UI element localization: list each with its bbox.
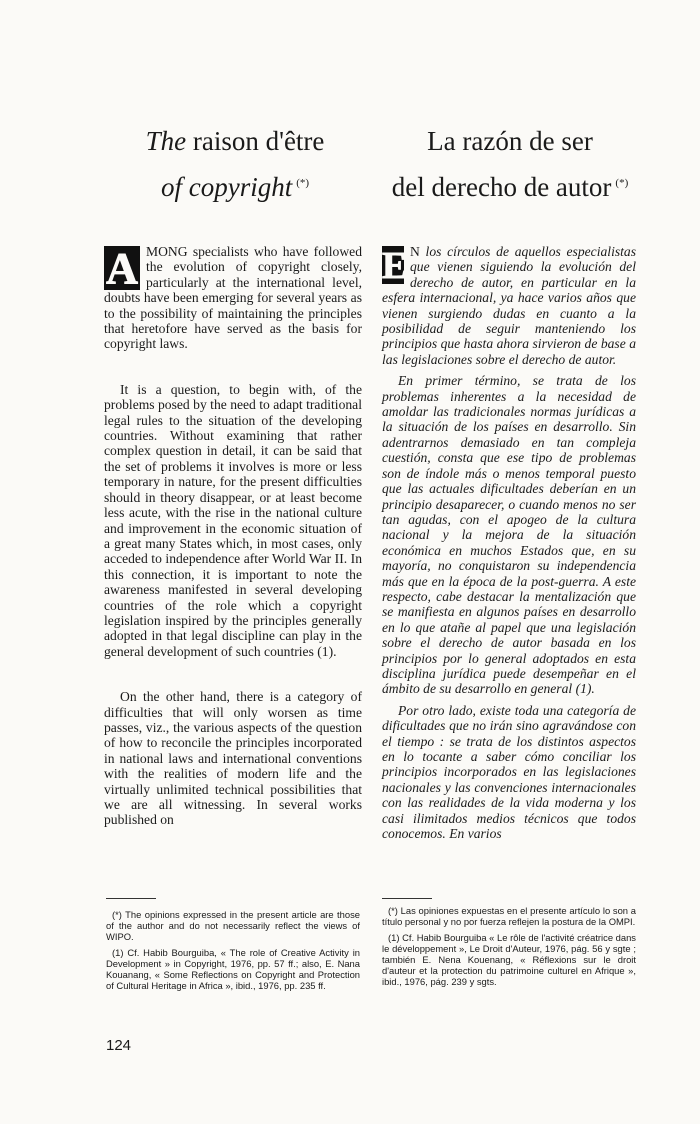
title-raison: raison d'être [192, 126, 325, 156]
parrafo-1: los círculos de aquellos especialistas que vienen siguiendo la evolución del derecho de autor, en particular en la esfera internacional, ya hace varios años que vienen surgiendo dudas en cuanto a la posibilidad de seguir manteniendo los principios que hasta ahora sirvieron de base a las legislaciones sobre el derecho de autor. [382, 244, 636, 367]
footnotes-english [106, 909, 360, 996]
titulo-linea-1: La razón de ser [427, 126, 593, 156]
spanish-title [370, 124, 650, 205]
page-number: 124 [106, 1037, 132, 1054]
dropcap-e: E [382, 245, 408, 287]
title-the: The [145, 126, 187, 156]
spanish-column [382, 244, 636, 841]
titulo-linea-2: del derecho de autor [391, 172, 612, 203]
lead-word-es: N [410, 244, 420, 259]
parrafo-3: Por otro lado, existe toda una categoría de dificultades que no irán sino agravándose con el tiempo : se trata de los distintos aspectos en lo tocante a saber cómo conciliar los principios incorporados en las legislaciones nacionales y las convenciones internacionales con las realidades de la vida moderna y los casi ilimitados medios técnicos que todos conocemos. En varios [382, 702, 636, 842]
footnote-star-en: (*) The opinions expressed in the present article are those of the author and do not necessarily reflect the views of WIPO. [106, 909, 360, 942]
footnote-1-es: (1) Cf. Habib Bourguiba « Le rôle de l'activité créatrice dans le développement », Le Droit d'Auteur, 1976, pág. 56 y sgte ; también E. Nena Kouenang, « Réflexions sur le droit d'auteur et la protection du patrimoine culturel en Afrique », ibid., 1976, pág. 239 y sgts. [382, 932, 636, 987]
title-of-copyright: of copyright [160, 172, 293, 203]
footnote-divider-es [382, 898, 432, 899]
paragraph-3: On the other hand, there is a category of difficulties that will only worsen as time passes, viz., the various aspects of the question of how to reconcile the principles incorporated in national laws and international conventions with the realities of modern life and the virtually unlimited technical possibilities that we are all witnessing. In several works published on [104, 689, 362, 828]
titulo-footnote-mark: (*) [615, 177, 629, 190]
footnote-star-es: (*) Las opiniones expuestas en el presente artículo lo son a título personal y no por fuerza reflejen la postura de la OMPI. [382, 905, 636, 927]
title-footnote-mark: (*) [296, 177, 310, 190]
lead-word: MONG [146, 244, 188, 259]
paragraph-1: specialists who have followed the evolution of copyright closely, particularly at the international level, doubts have been emerging for several years as to the possibility of maintaining the principles that heretofore have served as the basis for copyright laws. [104, 244, 362, 352]
footnotes-spanish [382, 905, 636, 992]
english-column [104, 244, 362, 828]
paragraph-2: It is a question, to begin with, of the problems posed by the need to adapt traditional legal rules to the situation of the developing countries. Without examining that rather complex question in detail, it can be said that the set of problems it involves is more or less temporary in nature, for the present difficulties should in theory disappear, or at least become less acute, with the rise in the national culture and improvement in the economic situation of a great many States which, in most cases, only acceded to independence after World War II. In this connection, it is important to note the awareness manifested in several developing countries of the role which a copyright legislation inspired by the principles generally adopted in that legal discipline can play in the general development of such countries (1). [104, 381, 362, 659]
footnote-divider-en [106, 898, 156, 899]
english-title [110, 124, 360, 205]
parrafo-2: En primer término, se trata de los problemas inherentes a la necesidad de amoldar las tradicionales normas jurídicas a la situación de los países en desarrollo. Sin adentrarnos demasiado en tan compleja cuestión, consta que ese tipo de problemas son de índole más o menos temporal puesto que las actuales dificultades deberían en un principio desaparecer, o cuando menos no ser tan agudas, con el apogeo de la cultura nacional y la mejora de la situación económica en muchos Estados que, en su mayoría, no conquistaron su independencia más que en la época de la post-guerra. A este respecto, cabe destacar la mentalización que se manifiesta en algunos países en desarrollo en lo que atañe al papel que una legislación sobre el derecho de autor basada en los principios por lo general adoptados en esta disciplina jurídica puede desempeñar en el ámbito de su desarrollo en general (1). [382, 373, 636, 697]
dropcap-a: A [104, 246, 140, 290]
footnote-1-en: (1) Cf. Habib Bourguiba, « The role of Creative Activity in Development » in Copyright, 1976, pp. 57 ff.; also, E. Nana Kouanang, « Some Reflections on Copyright and Protection of Cultural Heritage in Africa », ibid., 1976, pp. 235 ff. [106, 947, 360, 991]
